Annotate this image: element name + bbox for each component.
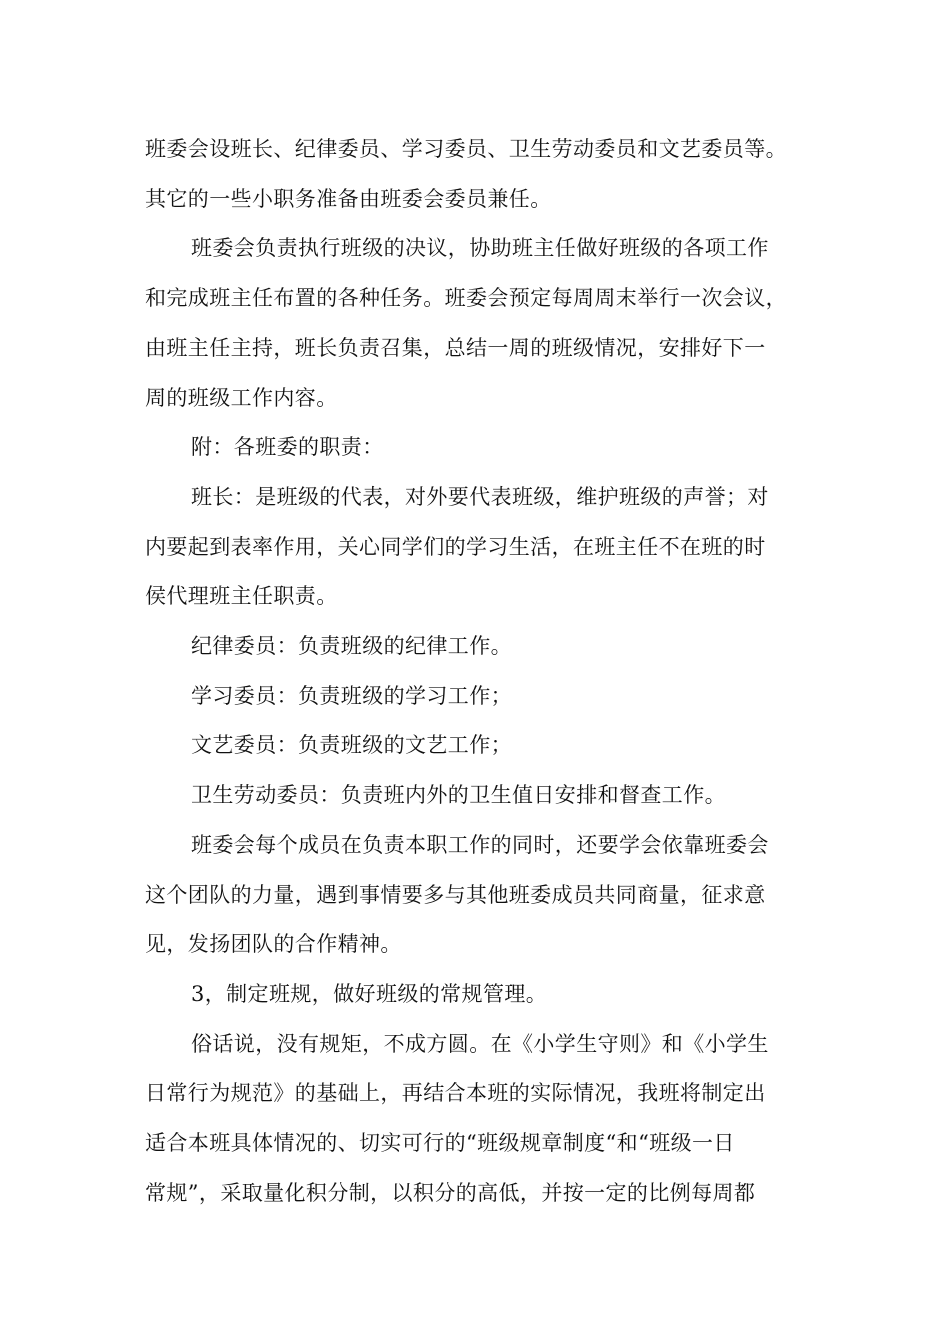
paragraph-section-heading: [145, 970, 815, 1020]
text-line: 文艺委员：负责班级的文艺工作；: [191, 733, 512, 758]
paragraph-hygiene-duties: [145, 771, 815, 821]
text-line: 日常行为规范》的基础上，再结合本班的实际情况，我班将制定出: [145, 1081, 766, 1106]
paragraph-arts-duties: [145, 721, 815, 771]
text-line: 卫生劳动委员：负责班内外的卫生值日安排和督查工作。: [191, 783, 726, 808]
paragraph-discipline-duties: [145, 622, 815, 672]
text-line: 班长：是班级的代表，对外要代表班级，维护班级的声誉；对: [191, 484, 769, 509]
text-line: 这个团队的力量，遇到事情要多与其他班委成员共同商量，征求意: [145, 882, 766, 907]
paragraph-study-duties: [145, 672, 815, 722]
text-line: 见，发扬团队的合作精神。: [145, 932, 402, 957]
text-line: 学习委员：负责班级的学习工作；: [191, 683, 512, 708]
paragraph-monitor-duties: [145, 473, 815, 622]
text-line: 周的班级工作内容。: [145, 385, 338, 410]
text-line: 和完成班主任布置的各种任务。班委会预定每周周末举行一次会议，: [145, 286, 787, 311]
text-line: 侯代理班主任职责。: [145, 584, 338, 609]
text-line: 由班主任主持，班长负责召集，总结一周的班级情况，安排好下一: [145, 335, 766, 360]
paragraph-committee-roles: [145, 125, 815, 224]
paragraph-class-rules: [145, 1020, 815, 1219]
text-line: 适合本班具体情况的、切实可行的“班级规章制度“和“班级一日: [145, 1131, 735, 1156]
document-body: [145, 125, 815, 1218]
text-line: 纪律委员：负责班级的纪律工作。: [191, 634, 512, 659]
text-line: 其它的一些小职务准备由班委会委员兼任。: [145, 186, 552, 211]
text-line: 3，制定班规，做好班级的常规管理。: [191, 981, 548, 1006]
paragraph-appendix-heading: [145, 423, 815, 473]
text-line: 班委会负责执行班级的决议，协助班主任做好班级的各项工作: [191, 236, 769, 261]
text-line: 附：各班委的职责：: [191, 435, 384, 460]
text-line: 常规”，采取量化积分制，以积分的高低，并按一定的比例每周都: [145, 1180, 756, 1205]
text-line: 俗话说，没有规矩，不成方圆。在《小学生守则》和《小学生: [191, 1031, 769, 1056]
paragraph-teamwork: [145, 821, 815, 970]
text-line: 内要起到表率作用，关心同学们的学习生活，在班主任不在班的时: [145, 534, 766, 559]
paragraph-committee-duties: [145, 224, 815, 423]
text-line: 班委会每个成员在负责本职工作的同时，还要学会依靠班委会: [191, 832, 769, 857]
text-line: 班委会设班长、纪律委员、学习委员、卫生劳动委员和文艺委员等。: [145, 137, 787, 161]
